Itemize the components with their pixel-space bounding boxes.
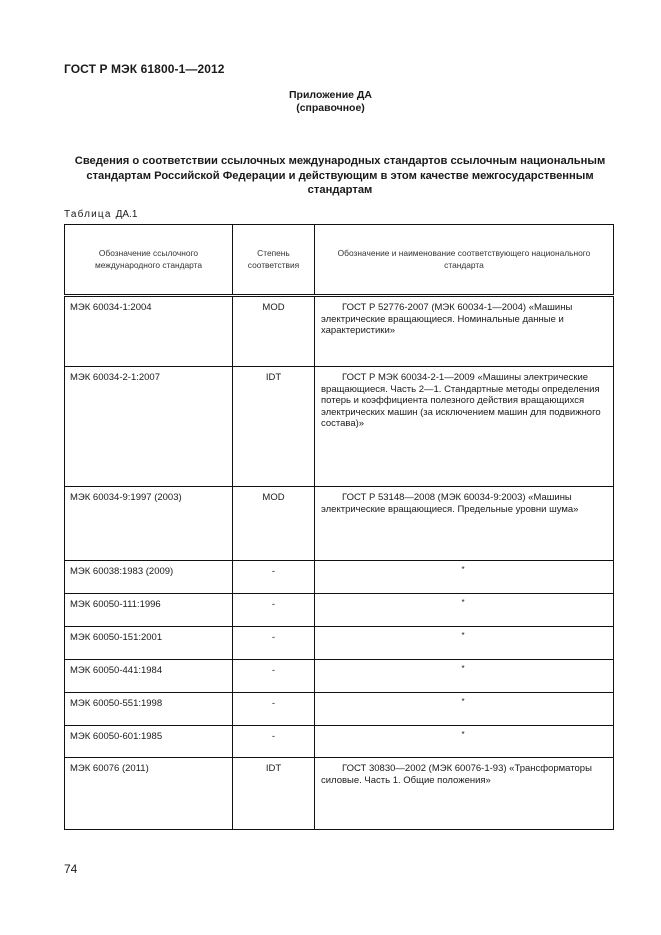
cell-national xyxy=(315,627,614,660)
national-standard: ГОСТ 30830—2002 (МЭК 60076-1-93) «Трансформаторы силовые. Часть 1. Общие положения» xyxy=(321,763,592,786)
national-standard: * xyxy=(461,631,465,640)
national-standard: ГОСТ Р 53148—2008 (МЭК 60034-9:2003) «Машины электрические вращающиеся. Предельные уровни шума» xyxy=(321,492,579,515)
standard-designation: МЭК 60034-1:2004 xyxy=(70,302,152,313)
table-row xyxy=(65,660,614,693)
cell-standard xyxy=(65,660,233,693)
national-standard: * xyxy=(461,697,465,706)
standard-designation: МЭК 60050-441:1984 xyxy=(70,665,163,676)
degree-of-correspondence: IDT xyxy=(265,763,282,774)
cell-standard xyxy=(65,594,233,627)
national-standard: * xyxy=(461,730,465,739)
standard-designation: МЭК 60038:1983 (2009) xyxy=(70,566,174,577)
cell-national xyxy=(315,758,614,830)
table-caption-label: Таблица xyxy=(64,209,112,220)
cell-degree xyxy=(233,627,315,660)
cell-national xyxy=(315,726,614,758)
degree-of-correspondence: - xyxy=(271,731,276,742)
table-row xyxy=(65,367,614,487)
standard-designation: МЭК 60034-9:1997 (2003) xyxy=(70,492,182,503)
national-standard: * xyxy=(461,598,465,607)
column-header-national xyxy=(315,225,614,296)
table-row xyxy=(65,594,614,627)
column-header-degree xyxy=(233,225,315,296)
cell-standard xyxy=(65,726,233,758)
cell-standard xyxy=(65,296,233,367)
cell-standard xyxy=(65,627,233,660)
annex-title: Приложение ДА xyxy=(289,89,372,101)
cell-degree xyxy=(233,758,315,830)
table-row xyxy=(65,296,614,367)
document-code: ГОСТ Р МЭК 61800-1—2012 xyxy=(64,62,225,76)
degree-of-correspondence: - xyxy=(271,698,276,709)
table-caption xyxy=(64,209,137,220)
standard-designation: МЭК 60050-151:2001 xyxy=(70,632,163,643)
table-row xyxy=(65,561,614,594)
degree-of-correspondence: - xyxy=(271,599,276,610)
cell-national xyxy=(315,367,614,487)
cell-degree xyxy=(233,693,315,726)
cell-national xyxy=(315,660,614,693)
cell-degree xyxy=(233,660,315,693)
cell-standard xyxy=(65,561,233,594)
cell-degree xyxy=(233,367,315,487)
cell-degree xyxy=(233,487,315,561)
standard-designation: МЭК 60050-551:1998 xyxy=(70,698,163,709)
annex-heading xyxy=(0,89,661,115)
standard-designation: МЭК 60050-601:1985 xyxy=(70,731,163,742)
cell-national xyxy=(315,594,614,627)
column-header-label: Обозначение ссылочного международного стандарта xyxy=(94,248,203,270)
standard-designation: МЭК 60076 (2011) xyxy=(70,763,149,774)
standard-designation: МЭК 60034-2-1:2007 xyxy=(70,372,160,383)
section-title: Сведения о соответствии ссылочных международных стандартов ссылочным национальным стандартам Российской Федерации и действующим в этом качестве межгосударственным стандартам xyxy=(74,155,606,196)
cell-national xyxy=(315,487,614,561)
table-row xyxy=(65,726,614,758)
cell-degree xyxy=(233,594,315,627)
table-row xyxy=(65,693,614,726)
degree-of-correspondence: - xyxy=(271,665,276,676)
table-header-row xyxy=(65,225,614,296)
cell-degree xyxy=(233,561,315,594)
table-caption-number: ДА.1 xyxy=(115,209,138,220)
column-header-standard xyxy=(65,225,233,296)
degree-of-correspondence: - xyxy=(271,632,276,643)
national-standard: ГОСТ Р МЭК 60034-2-1—2009 «Машины электрические вращающиеся. Часть 2—1. Стандартные методы определения потерь и коэффициента полезного действия вращающихся электрических машин (за исключением машин для подвижного состава)» xyxy=(321,372,601,429)
annex-subtitle: (справочное) xyxy=(296,102,365,114)
table-row xyxy=(65,627,614,660)
cell-national xyxy=(315,693,614,726)
cell-standard xyxy=(65,487,233,561)
cell-national xyxy=(315,561,614,594)
degree-of-correspondence: IDT xyxy=(265,372,282,383)
table-row xyxy=(65,758,614,830)
column-header-label: Обозначение и наименование соответствующего национального стандарта xyxy=(337,248,591,270)
cell-standard xyxy=(65,367,233,487)
national-standard: * xyxy=(461,664,465,673)
standard-designation: МЭК 60050-111:1996 xyxy=(70,599,161,610)
table-row xyxy=(65,487,614,561)
standards-table xyxy=(64,224,614,830)
degree-of-correspondence: MOD xyxy=(262,302,285,313)
national-standard: * xyxy=(461,565,465,574)
cell-national xyxy=(315,296,614,367)
cell-standard xyxy=(65,693,233,726)
column-header-label: Степень соответствия xyxy=(247,248,300,270)
cell-degree xyxy=(233,296,315,367)
degree-of-correspondence: - xyxy=(271,566,276,577)
degree-of-correspondence: MOD xyxy=(262,492,285,503)
cell-standard xyxy=(65,758,233,830)
cell-degree xyxy=(233,726,315,758)
page-number: 74 xyxy=(64,862,78,876)
national-standard: ГОСТ Р 52776-2007 (МЭК 60034-1—2004) «Машины электрические вращающиеся. Номинальные данные и характеристики» xyxy=(321,302,573,336)
